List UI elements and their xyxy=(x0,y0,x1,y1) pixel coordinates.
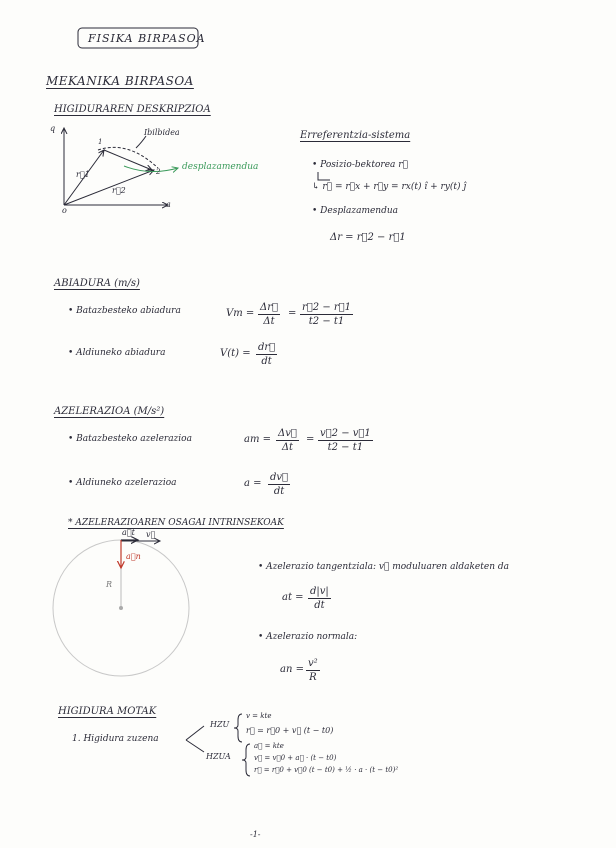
velocity-heading: ABIADURA (m/s) xyxy=(54,278,140,289)
kinematics-heading: HIGIDURAREN DESKRIPZIOA xyxy=(54,104,211,115)
center-point xyxy=(119,606,123,610)
displacement-vector-label: • Desplazamendua xyxy=(312,206,399,216)
average-velocity-f2-den: t2 − t1 xyxy=(308,316,345,327)
origin-label: o xyxy=(62,206,67,215)
section-title: MEKANIKA BIRPASOA xyxy=(46,74,194,88)
instant-acceleration-label: • Aldiuneko azelerazioa xyxy=(68,478,177,488)
hzu-label: HZU xyxy=(210,720,230,729)
velocity-symbol: v⃗ xyxy=(146,530,156,539)
average-acceleration-fraction-2 xyxy=(318,428,373,453)
instant-acceleration-fraction xyxy=(268,472,290,497)
average-velocity-lhs: Vm = xyxy=(226,308,255,319)
average-acceleration-f1-num: Δv⃗ xyxy=(278,428,297,439)
motion-item-1: 1. Higidura zuzena xyxy=(72,734,159,744)
instant-velocity-lhs: V(t) = xyxy=(220,348,251,359)
instant-acceleration-den: dt xyxy=(273,486,285,497)
point-2-label: 2 xyxy=(156,168,161,176)
tangential-accel-label: • Azelerazio tangentziala: v⃗ moduluaren aldaketen da xyxy=(258,562,509,572)
average-acceleration-f2-den: t2 − t1 xyxy=(327,442,364,453)
tangential-accel-den: dt xyxy=(314,600,325,611)
trajectory-pointer xyxy=(136,136,146,148)
hzua-label: HZUA xyxy=(206,752,231,761)
hzu-equation-2: r⃗ = r⃗0 + v⃗ (t − t0) xyxy=(246,726,334,735)
r1-label: r⃗1 xyxy=(76,170,90,179)
y-axis-label: q xyxy=(50,124,56,133)
average-velocity-fraction-2 xyxy=(300,302,353,327)
displacement-equation: Δr = r⃗2 − r⃗1 xyxy=(330,232,406,243)
average-acceleration-f2-num: v⃗2 − v⃗1 xyxy=(320,428,371,439)
average-velocity-f2-num: r⃗2 − r⃗1 xyxy=(302,302,352,313)
displacement-label: desplazamendua xyxy=(182,162,259,172)
acceleration-heading: AZELERAZIOA (M/s²) xyxy=(54,406,165,417)
hook-arrow xyxy=(318,172,330,180)
radius-label: R xyxy=(106,580,113,589)
trajectory-label: Ibilbidea xyxy=(144,128,180,137)
average-velocity-equals: = xyxy=(288,308,297,319)
hzua-equation-1: a⃗ = kte xyxy=(254,742,284,750)
intrinsic-heading: * AZELERAZIOAREN OSAGAI INTRINSEKOAK xyxy=(68,518,284,528)
average-velocity-label: • Batazbesteko abiadura xyxy=(68,306,181,316)
average-acceleration-lhs: am = xyxy=(244,434,272,445)
position-vector-equation: ↳ r⃗ = r⃗x + r⃗y = rx(t) î + ry(t) ĵ xyxy=(312,182,467,192)
tangential-accel-lhs: at = xyxy=(282,592,304,603)
page-title: FISIKA BIRPASOA xyxy=(88,32,206,45)
average-acceleration-equals: = xyxy=(306,434,315,445)
instant-velocity-num: dr⃗ xyxy=(258,342,276,353)
average-velocity-fraction-1 xyxy=(258,302,280,327)
page-number: -1- xyxy=(250,830,261,839)
normal-accel-label: • Azelerazio normala: xyxy=(258,632,358,642)
average-velocity-f1-den: Δt xyxy=(263,316,275,327)
average-acceleration-fraction-1 xyxy=(276,428,299,453)
tangential-accel-num: d|v| xyxy=(310,586,329,597)
instant-acceleration-num: dv⃗ xyxy=(270,472,289,483)
tangential-accel-fraction xyxy=(308,586,331,611)
average-velocity-f1-num: Δr⃗ xyxy=(260,302,279,313)
hzua-equation-2: v⃗ = v⃗0 + a⃗ · (t − t0) xyxy=(254,754,337,762)
motion-types-heading: HIGIDURA MOTAK xyxy=(58,706,157,717)
r2-label: r⃗2 xyxy=(112,186,126,195)
x-axis-label: a xyxy=(166,200,171,209)
average-acceleration-label: • Batazbesteko azelerazioa xyxy=(68,434,192,444)
tangential-accel-symbol: a⃗t xyxy=(122,528,135,537)
average-acceleration-f1-den: Δt xyxy=(281,442,294,453)
instant-velocity-label: • Aldiuneko abiadura xyxy=(68,348,166,358)
hzua-equation-3: r⃗ = r⃗0 + v⃗0 (t − t0) + ½ · a · (t − t0)² xyxy=(254,766,399,774)
reference-system-heading: Erreferentzia-sistema xyxy=(300,130,411,141)
hzu-equation-1: v = kte xyxy=(246,712,272,720)
position-vector-label: • Posizio-bektorea r⃗ xyxy=(312,160,408,170)
instant-velocity-fraction xyxy=(256,342,277,367)
hzua-brace xyxy=(242,744,250,776)
branch-lines xyxy=(186,726,204,752)
trajectory-curve xyxy=(98,147,158,168)
normal-accel-lhs: an = xyxy=(280,664,304,675)
normal-accel-symbol: a⃗n xyxy=(126,552,141,561)
normal-accel-num: v² xyxy=(308,658,318,669)
point-1-label: 1 xyxy=(98,138,103,146)
hzu-brace xyxy=(234,714,242,742)
normal-accel-den: R xyxy=(309,672,317,683)
instant-velocity-den: dt xyxy=(261,356,272,367)
instant-acceleration-lhs: a = xyxy=(244,478,262,489)
normal-accel-fraction xyxy=(306,658,320,683)
